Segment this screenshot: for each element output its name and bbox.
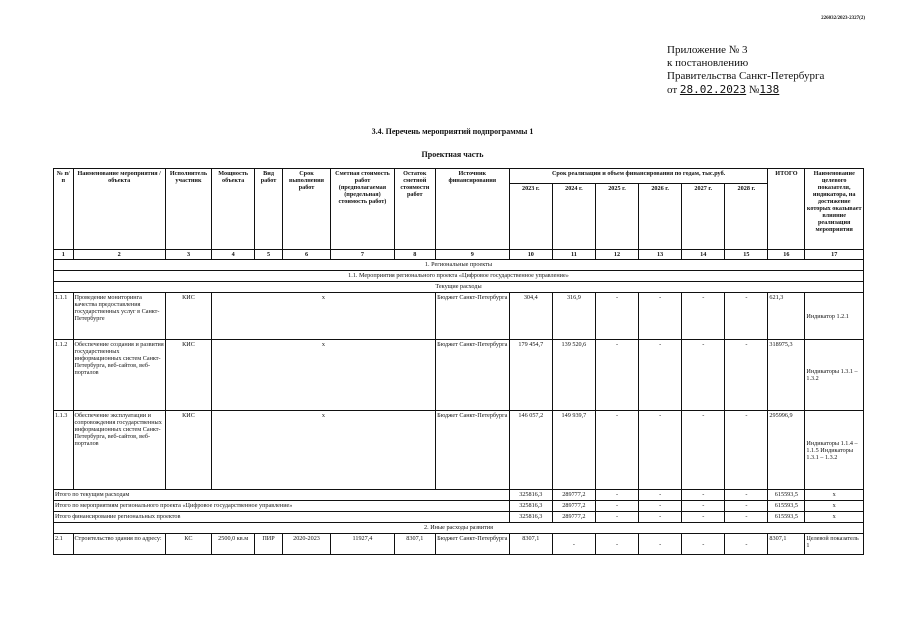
total-2027: - (682, 501, 725, 512)
row-2023: 304,4 (509, 293, 552, 340)
resolution-number: 138 (759, 83, 780, 96)
measures-table (53, 168, 864, 555)
number-prefix: № (748, 84, 760, 96)
row-term: 2020-2023 (282, 534, 330, 555)
section-title-other-expenses: 2. Иные расходы развития (54, 523, 864, 534)
header-year: 2025 г. (595, 184, 638, 250)
col-number: 5 (255, 250, 283, 260)
total-label: Итого по мероприятиям регионального проекта «Цифровое государственное управление» (54, 501, 510, 512)
row-number: 2.1 (54, 534, 74, 555)
date-prefix: от (667, 84, 678, 96)
row-2028: - (725, 293, 768, 340)
appendix-line-3: Правительства Санкт-Петербурга (667, 70, 825, 82)
resolution-date: 28.02.2023 (679, 83, 747, 96)
header-year: 2024 г. (552, 184, 595, 250)
row-executor: КИС (165, 340, 211, 411)
row-number: 1.1.2 (54, 340, 74, 411)
total-row (54, 490, 864, 501)
section-row (54, 282, 864, 293)
row-name: Обеспечение создания и развития государственных информационных систем Санкт-Петербурга, веб-сайтов, веб-порталов (73, 340, 165, 411)
col-number: 9 (435, 250, 509, 260)
row-indicator: Индикаторы 1.1.4 – 1.1.5 Индикаторы 1.3.1 – 1.3.2 (805, 411, 864, 490)
col-number: 17 (805, 250, 864, 260)
row-indicator: Индикаторы 1.3.1 – 1.3.2 (805, 340, 864, 411)
appendix-date-line (667, 83, 824, 97)
section-row (54, 260, 864, 271)
document-id: 226032/2023-2327(2) (821, 16, 865, 21)
total-row (54, 512, 864, 523)
row-number: 1.1.1 (54, 293, 74, 340)
row-2027: - (682, 293, 725, 340)
header-source: Источник финансирования (435, 169, 509, 250)
total-2023: 325816,3 (509, 512, 552, 523)
total-sum: 615593,5 (768, 512, 805, 523)
row-name: Обеспечение эксплуатации и сопровождения государственных информационных систем Санкт-Петербурга, веб-сайтов, веб-порталов (73, 411, 165, 490)
appendix-line-2: к постановлению (667, 57, 749, 69)
row-cost: 11927,4 (331, 534, 395, 555)
col-number: 3 (165, 250, 211, 260)
row-total: 295996,9 (768, 411, 805, 490)
section-row (54, 271, 864, 282)
col-number: 8 (394, 250, 435, 260)
total-2024: 289777,2 (552, 490, 595, 501)
row-total: 318975,3 (768, 340, 805, 411)
table-row (54, 340, 864, 411)
row-2027: - (682, 534, 725, 555)
col-number: 13 (639, 250, 682, 260)
row-indicator: Целевой показатель 1 (805, 534, 864, 555)
total-2027: - (682, 512, 725, 523)
col-number: 16 (768, 250, 805, 260)
total-sum: 615593,5 (768, 501, 805, 512)
header-remaining: Остаток сметной стоимости работ (394, 169, 435, 250)
column-numbers-row (54, 250, 864, 260)
row-2024: 316,9 (552, 293, 595, 340)
header-cost: Сметная стоимость работ (предполагаемая (предельная) стоимость работ) (331, 169, 395, 250)
total-2026: - (639, 501, 682, 512)
total-2025: - (595, 501, 638, 512)
header-year: 2028 г. (725, 184, 768, 250)
total-2025: - (595, 490, 638, 501)
col-number: 12 (595, 250, 638, 260)
row-2023: 179 454,7 (509, 340, 552, 411)
total-2026: - (639, 512, 682, 523)
total-indicator: x (805, 512, 864, 523)
row-total: 8307,1 (768, 534, 805, 555)
row-2028: - (725, 411, 768, 490)
col-number: 14 (682, 250, 725, 260)
total-2028: - (725, 512, 768, 523)
row-2025: - (595, 293, 638, 340)
row-name: Проведение мониторинга качества предоставления государственных услуг в Санкт-Петербурге (73, 293, 165, 340)
row-remaining: 8307,1 (394, 534, 435, 555)
row-2025: - (595, 534, 638, 555)
total-2028: - (725, 501, 768, 512)
row-2027: - (682, 411, 725, 490)
section-heading: 3.4. Перечень мероприятий подпрограммы 1 (371, 127, 534, 136)
total-2027: - (682, 490, 725, 501)
total-2023: 325816,3 (509, 490, 552, 501)
total-sum: 615593,5 (768, 490, 805, 501)
row-2025: - (595, 411, 638, 490)
row-executor: КС (165, 534, 211, 555)
row-2026: - (639, 534, 682, 555)
total-2026: - (639, 490, 682, 501)
header-period: Срок реализации и объем финансирования по годам, тыс.руб. (509, 169, 768, 184)
table-row (54, 293, 864, 340)
total-2028: - (725, 490, 768, 501)
col-number: 7 (331, 250, 395, 260)
total-2024: 289777,2 (552, 501, 595, 512)
section-title-digital: 1.1. Мероприятия регионального проекта «Цифровое государственное управление» (54, 271, 864, 282)
total-label: Итого по текущим расходам (54, 490, 510, 501)
row-2024: 149 939,7 (552, 411, 595, 490)
table-row (54, 534, 864, 555)
row-capacity: 2500,0 кв.м (212, 534, 255, 555)
row-2026: - (639, 411, 682, 490)
header-year: 2023 г. (509, 184, 552, 250)
row-2028: - (725, 534, 768, 555)
row-2026: - (639, 293, 682, 340)
total-indicator: x (805, 501, 864, 512)
section-row (54, 523, 864, 534)
section-title-regional: 1. Региональные проекты (54, 260, 864, 271)
row-2023: 8307,1 (509, 534, 552, 555)
row-2025: - (595, 340, 638, 411)
col-number: 2 (73, 250, 165, 260)
header-executor: Исполнитель участник (165, 169, 211, 250)
total-2024: 289777,2 (552, 512, 595, 523)
row-indicator: Индикатор 1.2.1 (805, 293, 864, 340)
header-term: Срок выполнения работ (282, 169, 330, 250)
header-year: 2027 г. (682, 184, 725, 250)
header-capacity: Мощность объекта (212, 169, 255, 250)
total-indicator: x (805, 490, 864, 501)
table-row (54, 411, 864, 490)
total-2023: 325816,3 (509, 501, 552, 512)
header-name: Наименование мероприятия /объекта (73, 169, 165, 250)
row-source: Бюджет Санкт-Петербурга (435, 534, 509, 555)
total-row (54, 501, 864, 512)
col-number: 10 (509, 250, 552, 260)
col-number: 1 (54, 250, 74, 260)
header-row (54, 169, 864, 184)
row-executor: КИС (165, 293, 211, 340)
header-indicator: Наименование целевого показателя, индикатора, на достижение которых оказывает влияние реализация мероприятия (805, 169, 864, 250)
col-number: 15 (725, 250, 768, 260)
row-number: 1.1.3 (54, 411, 74, 490)
section-subheading: Проектная часть (421, 150, 484, 159)
header-year: 2026 г. (639, 184, 682, 250)
row-x-mark: x (212, 340, 436, 411)
section-title-current-expenses: Текущие расходы (54, 282, 864, 293)
row-2027: - (682, 340, 725, 411)
row-2024: - (552, 534, 595, 555)
appendix-block (667, 44, 824, 97)
row-2024: 139 520,6 (552, 340, 595, 411)
total-label: Итого финансирование региональных проектов (54, 512, 510, 523)
row-x-mark: x (212, 411, 436, 490)
row-work-type: ПИР (255, 534, 283, 555)
col-number: 6 (282, 250, 330, 260)
row-2023: 146 057,2 (509, 411, 552, 490)
col-number: 4 (212, 250, 255, 260)
row-name: Строительство здания по адресу: (73, 534, 165, 555)
row-source: Бюджет Санкт-Петербурга (435, 293, 509, 340)
total-2025: - (595, 512, 638, 523)
header-total: ИТОГО (768, 169, 805, 250)
row-total: 621,3 (768, 293, 805, 340)
row-2028: - (725, 340, 768, 411)
row-source: Бюджет Санкт-Петербурга (435, 340, 509, 411)
header-work-type: Вид работ (255, 169, 283, 250)
col-number: 11 (552, 250, 595, 260)
header-no: № п/п (54, 169, 74, 250)
row-x-mark: x (212, 293, 436, 340)
row-executor: КИС (165, 411, 211, 490)
row-source: Бюджет Санкт-Петербурга (435, 411, 509, 490)
appendix-line-1: Приложение № 3 (667, 44, 748, 56)
row-2026: - (639, 340, 682, 411)
